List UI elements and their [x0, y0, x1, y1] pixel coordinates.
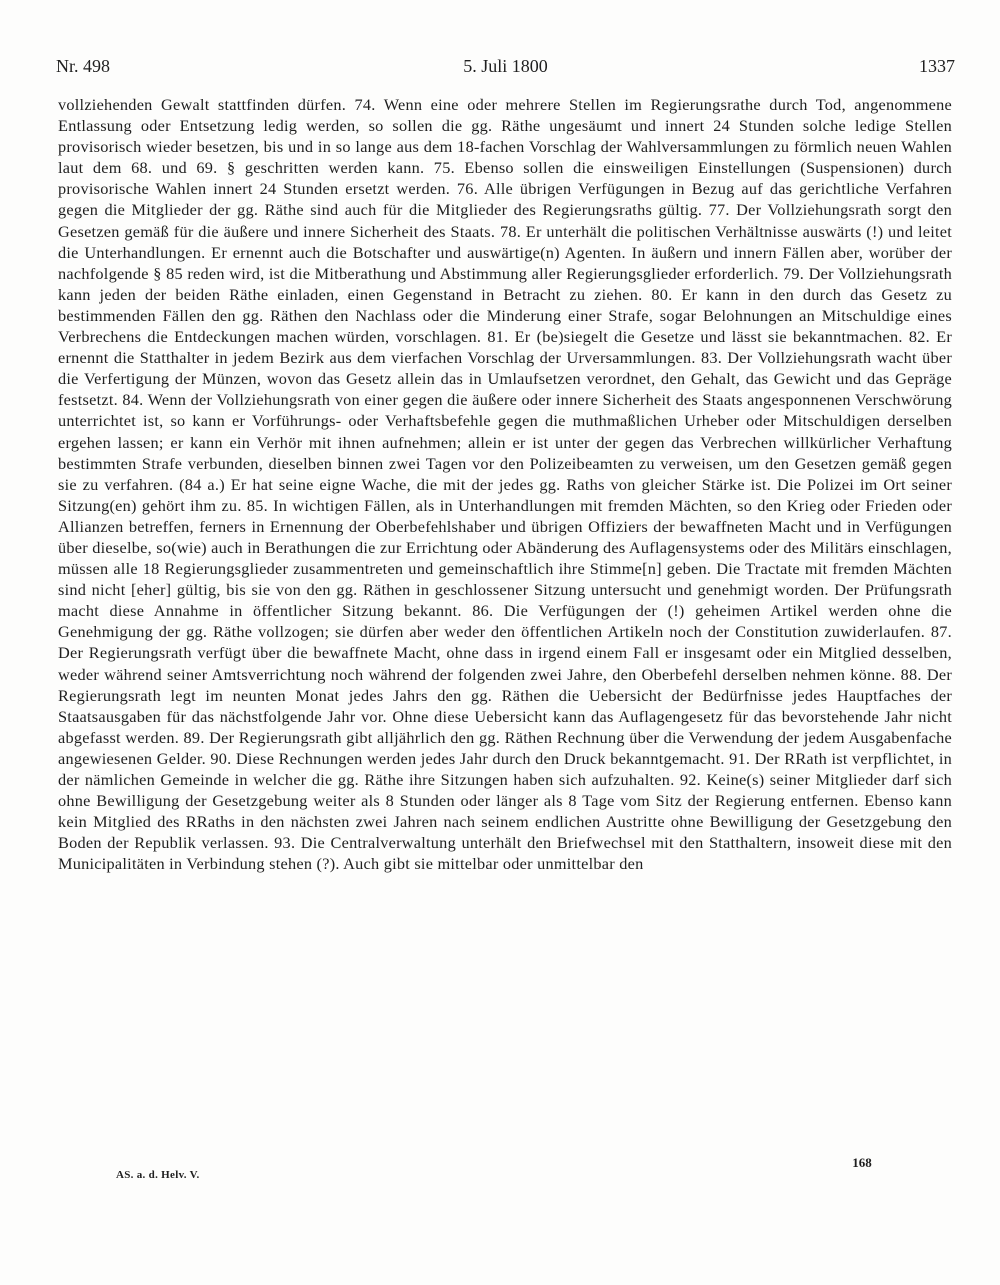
page-header [56, 56, 955, 82]
page-number: 1337 [919, 56, 955, 76]
signature-number: 168 [852, 1155, 872, 1170]
body-paragraph: vollziehenden Gewalt stattfinden dürfen. 74. Wenn eine oder mehrere Stellen im Regierungsrathe durch Tod, angenommene Entlassung oder Entsetzung ledig werden, so sollen die gg. Räthe ungesäumt und innert 24 Stunden solche ledige Stellen provisorisch wieder besetzen, bis und in so lange aus dem 18-fachen Vorschlag der Wahlversammlungen zu förmlich neuen Wahlen laut dem 68. und 69. § geschritten werden kann. 75. Ebenso sollen die einsweiligen Einstellungen (Suspensionen) durch provisorische Wahlen innert 24 Stunden ersetzt werden. 76. Alle übrigen Verfügungen in Bezug auf das gerichtliche Verfahren gegen die Mitglieder der gg. Räthe sind auch für die Mitglieder des Regierungsraths gültig. 77. Der Vollziehungsrath sorgt den Gesetzen gemäß für die äußere und innere Sicherheit des Staats. 78. Er unterhält die politischen Verhältnisse auswärts (!) und leitet die Unterhandlungen. Er ernennt auch die Botschafter und auswärtige(n) Agenten. In äußern und innern Fällen aber, worüber der nachfolgende § 85 reden wird, ist die Mitberathung und Abstimmung aller Regierungsglieder erforderlich. 79. Der Vollziehungsrath kann jeden der beiden Räthe einladen, einen Gegenstand in Betracht zu ziehen. 80. Er kann in den durch das Gesetz zu bestimmenden Fällen den gg. Räthen den Nachlass oder die Minderung einer Strafe, sogar Belohnungen an Mitschuldige eines Verbrechens die Entdeckungen machen würden, vorschlagen. 81. Er (be)siegelt die Gesetze und lässt sie bekanntmachen. 82. Er ernennt die Statthalter in jedem Bezirk aus dem vierfachen Vorschlag der Urversammlungen. 83. Der Vollziehungsrath wacht über die Verfertigung der Münzen, wovon das Gesetz allein das in Umlaufsetzen verordnet, den Gehalt, das Gewicht und das Gepräge festsetzt. 84. Wenn der Vollziehungsrath von einer gegen die äußere oder innere Sicherheit des Staats angesponnenen Verschwörung unterrichtet ist, so kann er Vorführungs- oder Verhaftsbefehle gegen die muthmaßlichen Urheber oder Mitschuldigen derselben ergehen lassen; er kann ein Verhör mit ihnen aufnehmen; allein er ist unter der gegen das Verbrechen willkürlicher Verhaftung bestimmten Strafe verbunden, dieselben binnen zwei Tagen vor den Polizeibeamten zu verweisen, um den Gesetzen gemäß gegen sie zu verfahren. (84 a.) Er hat seine eigne Wache, die mit der jedes gg. Raths von gleicher Stärke ist. Die Polizei im Ort seiner Sitzung(en) gehört ihm zu. 85. In wichtigen Fällen, als in Unterhandlungen mit fremden Mächten, so den Krieg oder Frieden oder Allianzen betreffen, ferners in Ernennung der Oberbefehlshaber und übrigen Offiziers der bewaffneten Macht und in Verfügungen über dieselbe, so(wie) auch in Berathungen die zur Errichtung oder Abänderung des Auflagensystems oder des Militärs einschlagen, müssen alle 18 Regierungsglieder zusammentreten und gemeinschaftlich ihre Stimme[n] geben. Die Tractate mit fremden Mächten sind nicht [eher] gültig, bis sie von den gg. Räthen in geschlossener Sitzung untersucht und genehmigt worden. Der Prüfungsrath macht diese Annahme in öffentlicher Sitzung bekannt. 86. Die Verfügungen der (!) geheimen Artikel werden ohne die Genehmigung der gg. Räthe vollzogen; sie dürfen aber weder den öffentlichen Artikeln noch der Constitution zuwiderlaufen. 87. Der Regierungsrath verfügt über die bewaffnete Macht, ohne dass in irgend einem Fall er insgesamt oder ein Mitglied desselben, weder während seiner Amtsverrichtung noch während der folgenden zwei Jahre, den Oberbefehl derselben nehmen könne. 88. Der Regierungsrath legt im neunten Monat jedes Jahrs den gg. Räthen die Uebersicht der Bedürfnisse jedes Hauptfaches der Staatsausgaben für das nächstfolgende Jahr vor. Ohne diese Uebersicht kann das Auflagengesetz für das bevorstehende Jahr nicht abgefasst werden. 89. Der Regierungsrath gibt alljährlich den gg. Räthen Rechnung über die Verwendung der jedem Ausgabenfache angewiesenen Gelder. 90. Diese Rechnungen werden jedes Jahr durch den Druck bekanntgemacht. 91. Der RRath ist verpflichtet, in der nämlichen Gemeinde in welcher die gg. Räthe ihre Sitzungen haben sich aufzuhalten. 92. Keine(s) seiner Mitglieder darf sich ohne Bewilligung der Gesetzgebung weiter als 8 Stunden oder länger als 8 Tage vom Sitz der Regierung entfernen. Ebenso kann kein Mitglied des RRaths in den nächsten zwei Jahren nach seinem endlichen Austritte ohne Bewilligung der Gesetzgebung den Boden der Republik verlassen. 93. Die Centralverwaltung unterhält den Briefwechsel mit den Statthaltern, insoweit diese mit den Municipalitäten in Verbindung stehen (?). Auch gibt sie mittelbar oder unmittelbar den [58, 95, 952, 874]
body-text [58, 94, 952, 874]
footer-source: AS. a. d. Helv. V. [116, 1169, 200, 1181]
document-date: 5. Juli 1800 [463, 56, 548, 76]
document-number: Nr. 498 [56, 56, 110, 76]
